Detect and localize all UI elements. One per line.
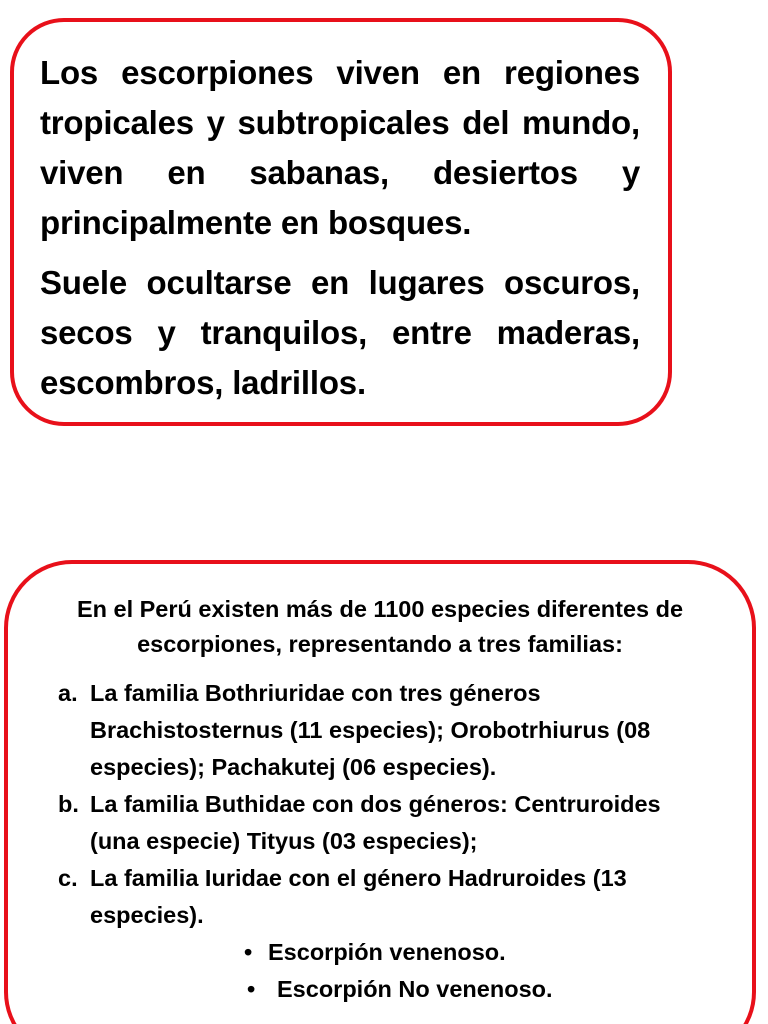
bullet-marker: •: [244, 939, 253, 965]
bullet-venomous: [244, 934, 506, 971]
species-intro-line-2: escorpiones, representando a tres familias:: [137, 631, 623, 657]
species-intro-line-1: En el Perú existen más de 1100 especies diferentes de: [76, 596, 684, 622]
habitat-paragraph-2: Suele ocultarse en lugares oscuros, secos y tranquilos, entre maderas, escombros, ladrillos.: [40, 264, 640, 401]
family-item-marker: a.: [58, 680, 78, 706]
habitat-paragraph-1: Los escorpiones viven en regiones tropicales y subtropicales del mundo, viven en sabanas, desiertos y principalmente en bosques.: [40, 54, 640, 241]
bullet-text: Escorpión No venenoso.: [277, 976, 553, 1002]
family-item-text: La familia Buthidae con dos géneros: Centruroides (una especie) Tityus (03 especies);: [90, 791, 661, 854]
family-item-c: [58, 860, 708, 934]
species-intro: [40, 592, 720, 662]
bullet-text: Escorpión venenoso.: [268, 939, 506, 965]
family-item-b: [58, 786, 708, 860]
family-item-text: La familia Iuridae con el género Hadruroides (13 especies).: [90, 865, 627, 928]
bullet-non-venomous: [247, 971, 553, 1008]
bullet-marker: •: [247, 976, 256, 1002]
family-item-a: [58, 675, 708, 786]
family-item-marker: b.: [58, 791, 79, 817]
family-item-text: La familia Bothriuridae con tres géneros Brachistosternus (11 especies); Orobotrhiurus (08 especies); Pachakutej (06 especies).: [90, 680, 651, 780]
family-item-marker: c.: [58, 865, 78, 891]
